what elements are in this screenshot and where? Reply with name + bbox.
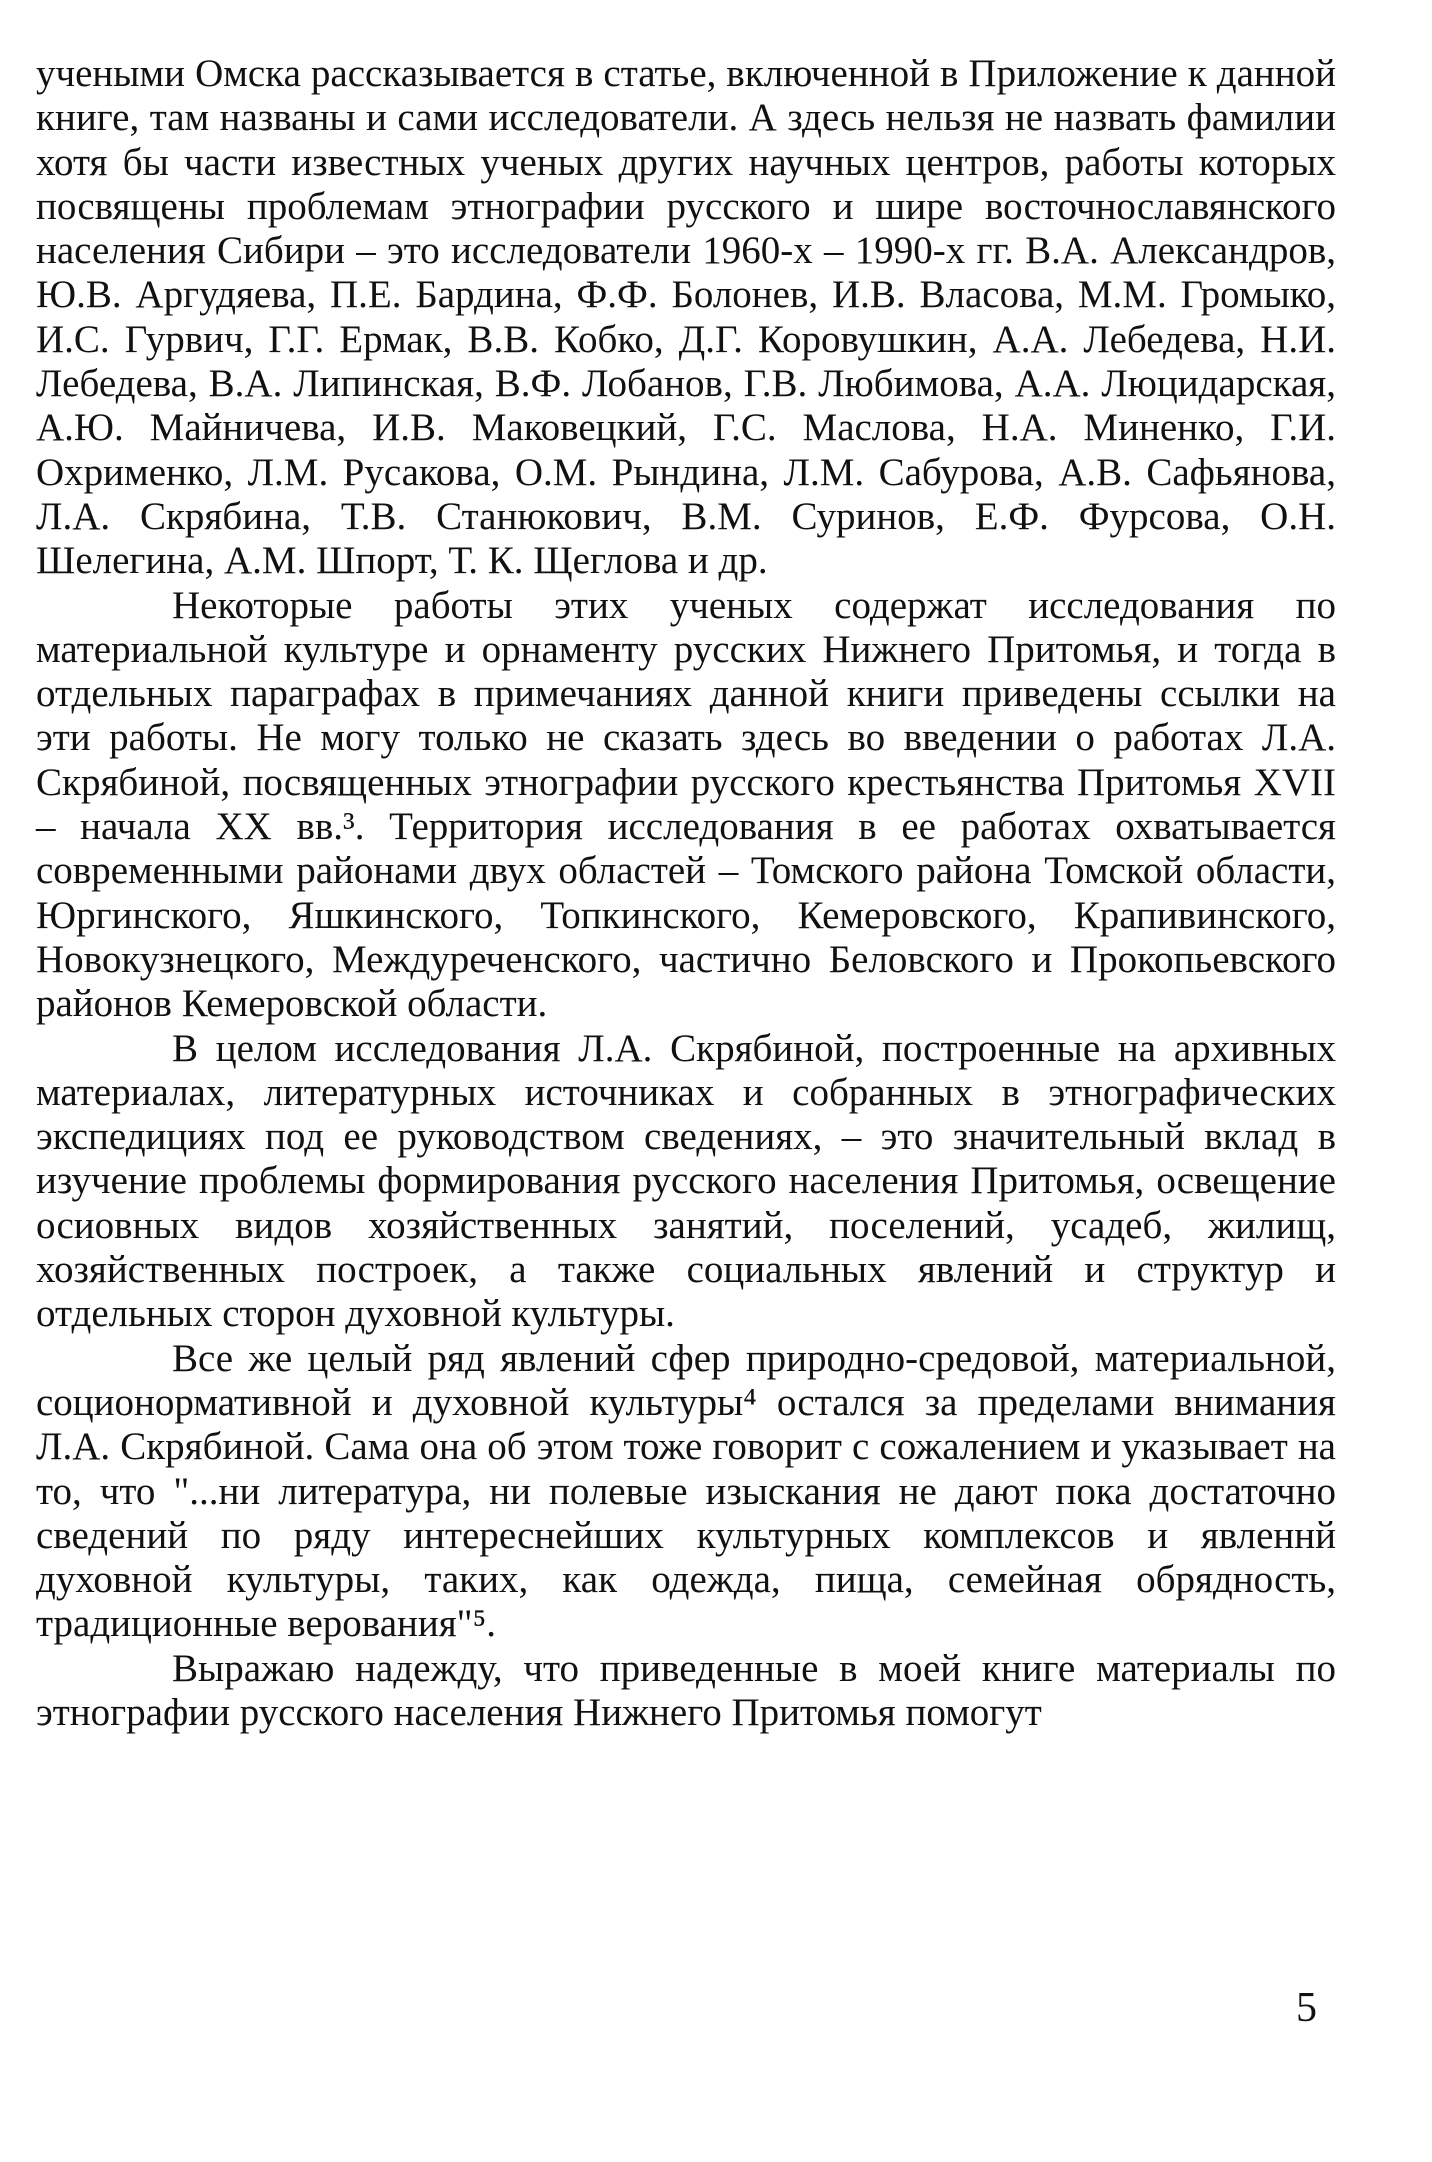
paragraph-5: Выражаю надежду, что приведенные в моей книге материалы по этнографии русского населения Нижнего Притомья помогут [36, 1646, 1336, 1734]
paragraph-4: Все же целый ряд явлений сфер природно-средовой, материальной, соционормативной и духовной культуры⁴ остался за пределами внимания Л.А. Скрябиной. Сама она об этом тоже говорит с сожалением и указывает на то, что "...ни литература, ни полевые изыскания не дают пока достаточно сведений по ряду интереснейших культурных комплексов и явленнй духовной культуры, таких, как одежда, пища, семейная обрядность, традиционные верования"⁵. [36, 1336, 1336, 1646]
paragraph-2: Некоторые работы этих ученых содержат исследования по материальной культуре и орнаменту русских Нижнего Притомья, и тогда в отдельных параграфах в примечаниях данной книги приведены ссылки на эти работы. Не могу только не сказать здесь во введении о работах Л.А. Скрябиной, посвященных этнографии русского крестьянства Притомья XVII – начала XX вв.³. Территория исследования в ее работах охватывается современными районами двух областей – Томского района Томской области, Юргинского, Яшкинского, Топкинского, Кемеровского, Крапивинского, Новокузнецкого, Междуреченского, частично Беловского и Прокопьевского районов Кемеровской области. [36, 583, 1336, 1026]
page-number: 5 [1296, 1985, 1317, 2031]
paragraph-1: учеными Омска рассказывается в статье, включенной в Приложение к данной книге, там названы и сами исследователи. А здесь нельзя не назвать фамилии хотя бы части известных ученых других научных центров, работы которых посвящены проблемам этнографии русского и шире восточнославянского населения Сибири – это исследователи 1960-х – 1990-х гг. В.А. Александров, Ю.В. Аргудяева, П.Е. Бардина, Ф.Ф. Болонев, И.В. Власова, М.М. Громыко, И.С. Гурвич, Г.Г. Ермак, В.В. Кобко, Д.Г. Коровушкин, А.А. Лебедева, Н.И. Лебедева, В.А. Липинская, В.Ф. Лобанов, Г.В. Любимова, А.А. Люцидарская, А.Ю. Майничева, И.В. Маковецкий, Г.С. Маслова, Н.А. Миненко, Г.И. Охрименко, Л.М. Русакова, О.М. Рындина, Л.М. Сабурова, А.В. Сафьянова, Л.А. Скрябина, Т.В. Станюкович, В.М. Суринов, Е.Ф. Фурсова, О.Н. Шелегина, А.М. Шпорт, Т. К. Щеглова и др. [36, 52, 1336, 583]
paragraph-3: В целом исследования Л.А. Скрябиной, построенные на архивных материалах, литературных источниках и собранных в этнографических экспедициях под ее руководством сведениях, – это значительный вклад в изучение проблемы формирования русского населения Притомья, освещение осиовных видов хозяйственных занятий, поселений, усадеб, жилищ, хозяйственных построек, а также социальных явлений и структур и отдельных сторон духовной культуры. [36, 1026, 1336, 1336]
page-text [36, 52, 1336, 1735]
